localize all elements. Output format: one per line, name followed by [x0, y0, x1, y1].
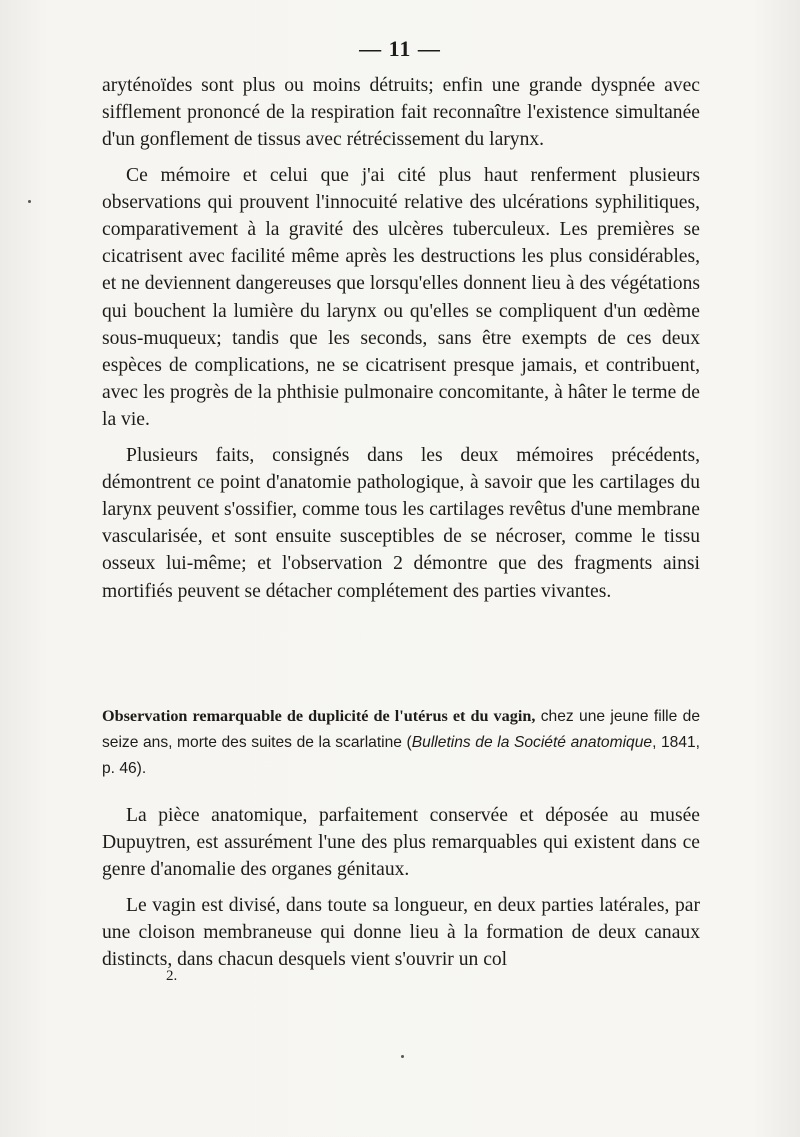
paragraph-memoire: Ce mémoire et celui que j'ai cité plus haut renferment plusieurs observations qui prouvent l'innocuité relative des ulcérations syphilitiques, comparativement à la gravité des ulcères tuberculeux. Les premières se cicatrisent avec facilité même après les destructions les plus considérables, et ne deviennent dangereuses que lorsqu'elles donnent lieu à des végétations qui bouchent la lumière du larynx ou qu'elles se compliquent d'un œdème sous-muqueux; tandis que les seconds, sans être exempts de ces deux espèces de complications, ne se cicatrisent presque jamais, et contribuent, avec les progrès de la phthisie pulmonaire concomitante, à hâter le terme de la vie.: [102, 164, 700, 431]
paragraph-plusieurs-faits: Plusieurs faits, consignés dans les deux mémoires précédents, démontrent ce point d'anatomie pathologique, à savoir que les cartilages du larynx peuvent s'ossifier, comme tous les cartilages revêtus d'une membrane vascularisée, et sont ensuite susceptibles de se nécroser, comme le tissu osseux lui-même; et l'observation 2 démontre que des fragments ainsi mortifiés peuvent se détacher complétement des parties vivantes.: [102, 444, 700, 602]
paragraph-continued: aryténoïdes sont plus ou moins détruits; enfin une grande dyspnée avec sifflement prononcé de la respiration fait reconnaître l'existence simultanée d'un gonflement de tissus avec rétrécissement du larynx.: [102, 75, 700, 151]
observation-title: Observation remarquable de duplicité de l'utérus et du vagin,: [102, 707, 536, 725]
page-number: — 11 —: [359, 36, 441, 61]
observation-citation: Bulletins de la Société anatomique: [411, 734, 653, 751]
observation-end: , 1841, p. 46).: [102, 734, 701, 777]
paragraph-piece-anatomique: La pièce anatomique, parfaitement conservée et déposée au musée Dupuytren, est assurément l'une des plus remarquables qui existent dans ce genre d'anomalie des organes génitaux.: [102, 805, 700, 881]
body-text-bottom: [102, 802, 700, 981]
ink-speck: [28, 200, 31, 203]
observation-block: [102, 703, 700, 782]
signature-mark: 2.: [166, 968, 178, 984]
body-text-top: [102, 72, 700, 613]
ink-speck: [401, 1055, 404, 1058]
observation-rest: chez une jeune fille de seize ans, morte des suites de la scarlatine (: [102, 708, 700, 751]
paragraph-vagin: Le vagin est divisé, dans toute sa longueur, en deux parties latérales, par une cloison membraneuse qui donne lieu à la formation de deux canaux distincts, dans chacun desquels vient s'ouvrir un col: [102, 894, 700, 971]
observation-heading: [102, 703, 700, 782]
